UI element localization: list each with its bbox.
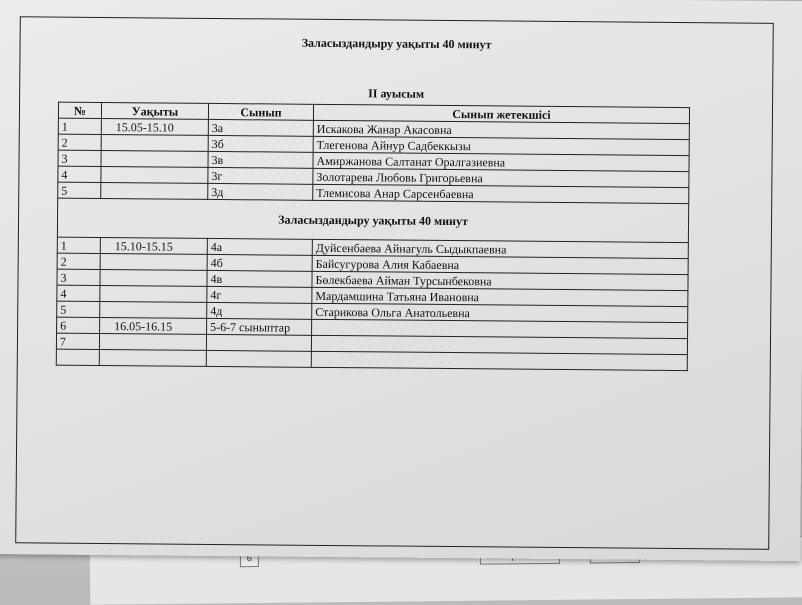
cell-time: 15.05-15.10 [101,118,208,135]
cell-class: 3а [208,119,313,136]
cell-time: 15.10-15.15 [100,237,207,254]
cell-number: 3 [57,269,100,285]
cell-teacher: Тлемисова Анар Сарсенбаевна [313,184,689,203]
cell-teacher [311,351,687,370]
cell-teacher: Байсугурова Алия Кабаевна [312,255,688,274]
cell-number: 6 [57,317,100,333]
cell-class: 4в [207,270,312,287]
cell-number: 2 [57,253,100,269]
page-frame [15,16,774,550]
cell-class [206,350,311,367]
cell-class: 4а [207,238,312,255]
cell-number: 2 [58,134,101,150]
cell-time [101,182,208,199]
cell-class: 3в [208,151,313,168]
cell-class: 3д [208,183,313,200]
cell-number: 1 [57,237,100,253]
cell-class: 4г [207,286,312,303]
cell-teacher: Золотарева Любовь Григорьевна [313,168,689,187]
cell-teacher: Тлегенова Айнур Садбеккызы [313,136,689,155]
cell-class: 4д [207,302,312,319]
cell-time [99,349,206,366]
cell-class: 3б [208,135,313,152]
cell-time [100,253,207,270]
cell-class: 4б [207,254,312,271]
cell-class: 5-6-7 сыныптар [207,318,312,335]
section-title: Заласыздандыру уақыты 40 минут [57,198,688,243]
group2-body [56,237,688,371]
header-time: Уақыты [101,102,208,119]
header-class: Сынып [208,103,313,120]
cell-teacher: Искакова Жанар Акасовна [313,120,689,139]
cell-teacher: Мардамшина Татьяна Ивановна [312,287,688,306]
cell-number: 3 [58,150,101,166]
cell-time [101,166,208,183]
header-number: № [58,102,101,118]
cell-number: 5 [57,301,100,317]
cell-time [100,285,207,302]
cell-number: 5 [58,182,101,198]
cell-number: 4 [58,166,101,182]
cell-class: 3г [208,167,313,184]
page-title: Заласыздандыру уақыты 40 минут [301,35,492,52]
cell-number: 7 [56,333,99,349]
cell-time: 16.05-16.15 [100,317,207,334]
cell-class [206,334,311,351]
cell-number [56,349,99,365]
section-title-row [57,198,688,243]
cell-teacher: Бөлекбаева Айман Турсынбековна [312,271,688,290]
group1-body [58,118,690,204]
cell-time [101,150,208,167]
cell-time [100,301,207,318]
cell-teacher: Дуйсенбаева Айнагуль Сыдыкпаевна [312,239,688,258]
schedule-table [56,102,690,372]
cell-number: 1 [58,118,101,134]
cell-teacher: Старикова Ольга Анатольевна [312,303,688,322]
header-teacher: Сынып жетекшісі [313,104,689,123]
cell-time [101,134,208,151]
shift-label: II ауысым [368,86,425,101]
cell-teacher: Амиржанова Салтанат Оралгазиевна [313,152,689,171]
cell-time [99,333,206,350]
cell-number: 4 [57,285,100,301]
background-sheet-cell: 6 [240,551,259,567]
cell-time [100,269,207,286]
